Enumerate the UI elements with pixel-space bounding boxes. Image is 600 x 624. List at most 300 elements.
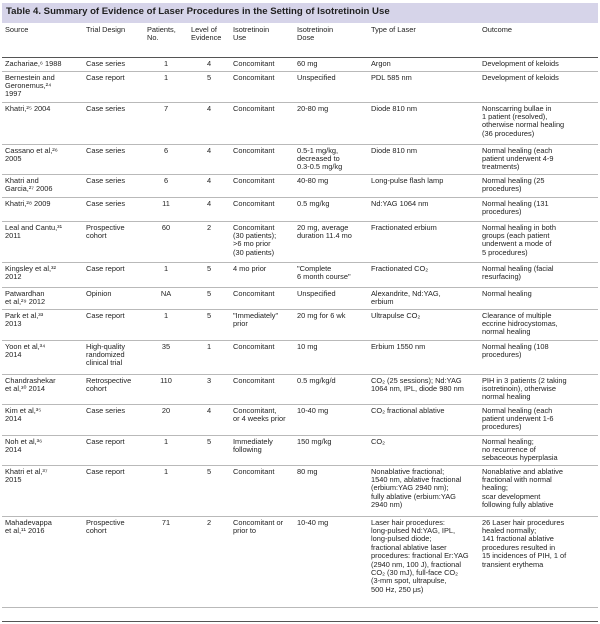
- header-text: Dose: [297, 34, 315, 43]
- cell-text: erbium: [371, 297, 394, 306]
- cell-text: 5 procedures): [482, 248, 528, 257]
- cell-isotretinoin-use: [230, 144, 294, 174]
- cell-text: Case series: [86, 59, 126, 68]
- cell-isotretinoin-dose: [294, 57, 368, 71]
- cell-text: 2015: [5, 475, 22, 484]
- cell-isotretinoin-use: [230, 197, 294, 221]
- cell-text: 1: [163, 467, 169, 476]
- cell-type-of-laser: [368, 435, 479, 465]
- cell-text: Opinion: [86, 289, 112, 298]
- cell-source: [2, 309, 83, 340]
- cell-text: 60: [161, 223, 171, 232]
- cell-isotretinoin-dose: [294, 174, 368, 197]
- cell-trial-design: [83, 404, 144, 435]
- cell-source: [2, 71, 83, 102]
- cell-text: Case report: [86, 73, 125, 82]
- cell-text: Alexandrite, Nd:YAG,: [371, 289, 441, 298]
- cell-level-of-evidence: [188, 374, 230, 404]
- cell-text: Kingsley et al,³²: [5, 264, 56, 273]
- cell-text: >6 mo prior: [233, 240, 271, 249]
- cell-text: 6: [163, 176, 169, 185]
- cell-type-of-laser: [368, 57, 479, 71]
- header-isotretinoin-dose: [294, 24, 368, 57]
- cell-type-of-laser: [368, 102, 479, 144]
- header-trial-design: [83, 24, 144, 57]
- cell-text: Concomitant: [233, 59, 275, 68]
- cell-text: (30 patients): [233, 248, 275, 257]
- cell-text: 1: [163, 73, 169, 82]
- cell-patients: [144, 57, 188, 71]
- header-type-of-laser: [368, 24, 479, 57]
- cell-text: following fully ablative: [482, 501, 554, 510]
- cell-text: (2940 nm, 100 J), fractional: [371, 560, 461, 569]
- cell-type-of-laser: [368, 221, 479, 262]
- cell-text: Concomitant: [233, 73, 275, 82]
- cell-text: Concomitant: [233, 223, 275, 232]
- header-row: [2, 24, 598, 57]
- cell-trial-design: [83, 197, 144, 221]
- table-row: [2, 144, 598, 174]
- cell-isotretinoin-dose: [294, 465, 368, 516]
- cell-text: cohort: [86, 526, 107, 535]
- cell-outcome: [479, 197, 598, 221]
- cell-text: Prospective: [86, 518, 125, 527]
- cell-text: 1: [163, 437, 169, 446]
- cell-outcome: [479, 340, 598, 374]
- cell-type-of-laser: [368, 374, 479, 404]
- cell-patients: [144, 221, 188, 262]
- cell-text: CO₂ fractional ablative: [371, 406, 445, 415]
- cell-text: Normal healing in both: [482, 223, 556, 232]
- cell-text: patient underwent 1-6: [482, 414, 554, 423]
- header-text: Isotretinoin: [233, 26, 270, 34]
- cell-patients: [144, 309, 188, 340]
- cell-text: 40-80 mg: [297, 176, 329, 185]
- cell-text: fully ablative (erbium:YAG: [371, 492, 456, 501]
- cell-text: 10-40 mg: [297, 518, 329, 527]
- cell-text: Concomitant: [233, 199, 275, 208]
- cell-text: prior: [233, 319, 248, 328]
- table-row: [2, 287, 598, 309]
- cell-text: Laser hair procedures:: [371, 518, 445, 527]
- cell-isotretinoin-dose: [294, 144, 368, 174]
- cell-text: sebaceous hyperplasia: [482, 454, 558, 463]
- cell-text: PDL 585 nm: [371, 73, 412, 82]
- cell-text: 60 mg: [297, 59, 318, 68]
- cell-text: Nonscarring bullae in: [482, 104, 552, 113]
- cell-text: Concomitant: [233, 176, 275, 185]
- cell-outcome: [479, 144, 598, 174]
- cell-text: (36 procedures): [482, 129, 535, 138]
- cell-outcome: [479, 516, 598, 607]
- cell-text: Garcia,²⁷ 2006: [5, 184, 53, 193]
- cell-text: 20-80 mg: [297, 104, 329, 113]
- cell-level-of-evidence: [188, 174, 230, 197]
- cell-text: 150 mg/kg: [297, 437, 332, 446]
- cell-patients: [144, 404, 188, 435]
- cell-text: Prospective: [86, 223, 125, 232]
- cell-text: 11: [162, 199, 170, 208]
- cell-source: [2, 57, 83, 71]
- cell-source: [2, 287, 83, 309]
- cell-level-of-evidence: [188, 144, 230, 174]
- cell-isotretinoin-use: [230, 71, 294, 102]
- cell-type-of-laser: [368, 71, 479, 102]
- cell-text: 0.5 mg/kg/d: [297, 376, 336, 385]
- header-level-of-evidence: [188, 24, 230, 57]
- cell-level-of-evidence: [188, 102, 230, 144]
- table-row: [2, 221, 598, 262]
- cell-text: (30 patients);: [233, 231, 277, 240]
- cell-text: Mahadevappa: [5, 518, 52, 527]
- cell-text: Concomitant or: [233, 518, 284, 527]
- cell-text: 4: [206, 104, 212, 113]
- cell-text: Geronemus,²⁴: [5, 81, 52, 90]
- cell-text: Noh et al,³⁶: [5, 437, 43, 446]
- cell-isotretinoin-use: [230, 516, 294, 607]
- cell-text: procedures): [482, 207, 522, 216]
- cell-level-of-evidence: [188, 435, 230, 465]
- cell-text: patient underwent 4-9: [482, 154, 554, 163]
- cell-text: "Complete: [297, 264, 332, 273]
- cell-isotretinoin-dose: [294, 221, 368, 262]
- cell-source: [2, 262, 83, 287]
- cell-text: Khatri,²⁵ 2004: [5, 104, 51, 113]
- cell-text: 141 fractional ablative: [482, 535, 554, 544]
- cell-text: Case series: [86, 104, 126, 113]
- cell-text: 1 patient (resolved),: [482, 112, 548, 121]
- cell-isotretinoin-dose: [294, 197, 368, 221]
- cell-text: Concomitant: [233, 376, 275, 385]
- cell-text: Normal healing: [482, 289, 532, 298]
- cell-text: PIH in 3 patients (2 taking: [482, 376, 567, 385]
- cell-text: CO₂ (30 mJ), full-face CO₂: [371, 568, 459, 577]
- cell-text: Normal healing (25: [482, 176, 545, 185]
- cell-text: long-pulsed Nd:YAG, IPL,: [371, 526, 456, 535]
- cell-isotretinoin-use: [230, 435, 294, 465]
- cell-text: Kim et al,³⁵: [5, 406, 42, 415]
- cell-text: or 4 weeks prior: [233, 414, 286, 423]
- cell-text: Normal healing (each: [482, 146, 553, 155]
- cell-level-of-evidence: [188, 262, 230, 287]
- table-row: [2, 340, 598, 374]
- cell-patients: [144, 174, 188, 197]
- cell-text: decreased to: [297, 154, 340, 163]
- cell-text: groups (each patient: [482, 231, 550, 240]
- cell-isotretinoin-dose: [294, 374, 368, 404]
- cell-type-of-laser: [368, 465, 479, 516]
- evidence-table: [2, 24, 598, 608]
- cell-text: 5: [206, 264, 212, 273]
- header-text: No.: [147, 34, 159, 43]
- cell-text: "Immediately": [233, 311, 279, 320]
- cell-level-of-evidence: [188, 197, 230, 221]
- cell-trial-design: [83, 340, 144, 374]
- cell-text: duration 11.4 mo: [297, 231, 352, 240]
- cell-text: Retrospective: [86, 376, 132, 385]
- table-title: Table 4. Summary of Evidence of Laser Procedures in the Setting of Isotretinoin Use: [2, 3, 598, 23]
- cell-text: Nd:YAG 1064 nm: [371, 199, 429, 208]
- cell-patients: [144, 262, 188, 287]
- cell-text: fractional with normal: [482, 475, 552, 484]
- cell-source: [2, 197, 83, 221]
- cell-text: 10 mg: [297, 342, 318, 351]
- cell-text: treatments): [482, 163, 520, 172]
- cell-text: Khatri,²⁸ 2009: [5, 199, 51, 208]
- cell-source: [2, 465, 83, 516]
- cell-trial-design: [83, 374, 144, 404]
- cell-text: Fractionated CO₂: [371, 264, 429, 273]
- table-header: [2, 24, 598, 57]
- table-row: [2, 102, 598, 144]
- cell-text: Case report: [86, 264, 125, 273]
- header-text: Level of: [191, 26, 217, 34]
- cell-text: 6: [163, 146, 169, 155]
- cell-trial-design: [83, 262, 144, 287]
- cell-text: Normal healing (108: [482, 342, 549, 351]
- cell-text: randomized: [86, 350, 125, 359]
- cell-text: Case report: [86, 467, 125, 476]
- cell-trial-design: [83, 102, 144, 144]
- cell-text: Normal healing (131: [482, 199, 549, 208]
- cell-text: Normal healing (each: [482, 406, 553, 415]
- cell-text: 6 month course": [297, 272, 351, 281]
- header-text: Use: [233, 34, 247, 43]
- cell-source: [2, 340, 83, 374]
- cell-text: Ultrapulse CO₂: [371, 311, 421, 320]
- cell-isotretinoin-use: [230, 174, 294, 197]
- cell-trial-design: [83, 287, 144, 309]
- cell-text: 15 incidences of PIH, 1 of: [482, 552, 567, 561]
- cell-text: 2005: [5, 154, 22, 163]
- cell-source: [2, 435, 83, 465]
- cell-text: Nonablative fractional;: [371, 467, 445, 476]
- table-row: [2, 57, 598, 71]
- cell-text: 35: [161, 342, 171, 351]
- cell-source: [2, 516, 83, 607]
- cell-text: Leal and Cantu,³¹: [5, 223, 63, 232]
- cell-text: Diode 810 nm: [371, 146, 418, 155]
- cell-text: Park et al,³³: [5, 311, 44, 320]
- cell-text: Khatri and: [5, 176, 39, 185]
- cell-type-of-laser: [368, 287, 479, 309]
- cell-text: Long-pulse flash lamp: [371, 176, 444, 185]
- cell-text: isotretinoin), otherwise: [482, 384, 556, 393]
- cell-level-of-evidence: [188, 71, 230, 102]
- cell-text: Case series: [86, 199, 126, 208]
- cell-isotretinoin-dose: [294, 102, 368, 144]
- header-text: Outcome: [482, 26, 512, 34]
- cell-text: procedures): [482, 423, 522, 432]
- cell-text: 5: [206, 289, 212, 298]
- cell-text: CO₂: [371, 437, 385, 446]
- cell-isotretinoin-dose: [294, 262, 368, 287]
- cell-text: 1: [206, 342, 212, 351]
- cell-text: cohort: [86, 384, 107, 393]
- cell-source: [2, 221, 83, 262]
- cell-isotretinoin-dose: [294, 340, 368, 374]
- cell-level-of-evidence: [188, 404, 230, 435]
- cell-source: [2, 404, 83, 435]
- cell-source: [2, 102, 83, 144]
- cell-text: et al,¹¹ 2016: [5, 526, 45, 535]
- cell-text: 1: [163, 264, 169, 273]
- cell-trial-design: [83, 71, 144, 102]
- header-text: Evidence: [191, 34, 222, 43]
- cell-text: no recurrence of: [482, 445, 536, 454]
- cell-text: long-pulsed diode;: [371, 535, 432, 544]
- cell-text: Cassano et al,²⁶: [5, 146, 58, 155]
- table-row: [2, 465, 598, 516]
- cell-type-of-laser: [368, 174, 479, 197]
- table-row: [2, 262, 598, 287]
- cell-text: 3: [206, 376, 212, 385]
- cell-text: 5: [206, 73, 212, 82]
- cell-patients: [144, 197, 188, 221]
- cell-text: Fractionated erbium: [371, 223, 437, 232]
- table-bottom-rule: [2, 621, 598, 622]
- cell-type-of-laser: [368, 340, 479, 374]
- cell-outcome: [479, 57, 598, 71]
- cell-level-of-evidence: [188, 309, 230, 340]
- cell-text: et al,²⁹ 2012: [5, 297, 46, 306]
- cell-text: 80 mg: [297, 467, 318, 476]
- cell-text: Development of keloids: [482, 73, 559, 82]
- cell-source: [2, 144, 83, 174]
- cell-text: Clearance of multiple: [482, 311, 552, 320]
- cell-isotretinoin-dose: [294, 435, 368, 465]
- cell-outcome: [479, 465, 598, 516]
- cell-isotretinoin-use: [230, 340, 294, 374]
- cell-text: 2013: [5, 319, 22, 328]
- cell-isotretinoin-use: [230, 57, 294, 71]
- cell-source: [2, 374, 83, 404]
- cell-outcome: [479, 102, 598, 144]
- cell-text: et al,³⁰ 2014: [5, 384, 45, 393]
- cell-text: eccrine hidrocystomas,: [482, 319, 558, 328]
- cell-isotretinoin-dose: [294, 287, 368, 309]
- cell-text: Nonablative and ablative: [482, 467, 563, 476]
- cell-trial-design: [83, 221, 144, 262]
- table-row: [2, 435, 598, 465]
- cell-text: Concomitant: [233, 289, 275, 298]
- cell-text: Case series: [86, 146, 126, 155]
- cell-text: underwent a mode of: [482, 240, 552, 249]
- cell-trial-design: [83, 516, 144, 607]
- cell-isotretinoin-dose: [294, 404, 368, 435]
- cell-patients: [144, 435, 188, 465]
- cell-text: 1997: [5, 90, 22, 99]
- cell-text: 2: [206, 518, 212, 527]
- cell-type-of-laser: [368, 404, 479, 435]
- cell-text: Case report: [86, 437, 125, 446]
- cell-text: 4 mo prior: [233, 264, 267, 273]
- cell-text: Patwardhan: [5, 289, 45, 298]
- cell-type-of-laser: [368, 262, 479, 287]
- cell-outcome: [479, 174, 598, 197]
- cell-text: 0.5 mg/kg: [297, 199, 330, 208]
- cell-text: (erbium:YAG 2940 nm);: [371, 484, 449, 493]
- cell-patients: [144, 374, 188, 404]
- cell-text: 1540 nm, ablative fractional: [371, 475, 462, 484]
- cell-patients: [144, 465, 188, 516]
- cell-text: normal healing: [482, 393, 531, 402]
- header-source: [2, 24, 83, 57]
- cell-text: 4: [206, 406, 212, 415]
- cell-text: Normal healing;: [482, 437, 534, 446]
- cell-type-of-laser: [368, 144, 479, 174]
- header-text: Source: [5, 26, 29, 34]
- cell-outcome: [479, 435, 598, 465]
- cell-text: prior to: [233, 526, 257, 535]
- cell-text: Chandrashekar: [5, 376, 56, 385]
- header-text: Type of Laser: [371, 26, 416, 34]
- table-row: [2, 516, 598, 607]
- cell-text: Concomitant,: [233, 406, 277, 415]
- cell-outcome: [479, 287, 598, 309]
- table-row: [2, 174, 598, 197]
- cell-text: Unspecified: [297, 289, 336, 298]
- cell-text: 1: [163, 311, 169, 320]
- table-body: [2, 57, 598, 607]
- header-text: Isotretinoin: [297, 26, 334, 34]
- cell-text: Case series: [86, 406, 126, 415]
- cell-text: CO₂ (25 sessions); Nd:YAG: [371, 376, 462, 385]
- cell-patients: [144, 287, 188, 309]
- cell-isotretinoin-use: [230, 404, 294, 435]
- cell-trial-design: [83, 57, 144, 71]
- cell-text: Bernestein and: [5, 73, 55, 82]
- cell-patients: [144, 144, 188, 174]
- cell-outcome: [479, 374, 598, 404]
- cell-text: Immediately: [233, 437, 273, 446]
- cell-text: 20 mg for 6 wk: [297, 311, 346, 320]
- cell-text: following: [233, 445, 262, 454]
- cell-isotretinoin-use: [230, 465, 294, 516]
- cell-type-of-laser: [368, 197, 479, 221]
- cell-text: 5: [206, 437, 212, 446]
- cell-text: Development of keloids: [482, 59, 559, 68]
- cell-text: 2012: [5, 272, 22, 281]
- cell-trial-design: [83, 435, 144, 465]
- cell-level-of-evidence: [188, 516, 230, 607]
- cell-text: 71: [161, 518, 171, 527]
- cell-outcome: [479, 71, 598, 102]
- cell-text: healed normally;: [482, 526, 537, 535]
- cell-text: transient erythema: [482, 560, 544, 569]
- cell-text: 10-40 mg: [297, 406, 329, 415]
- header-outcome: [479, 24, 598, 57]
- cell-text: Case report: [86, 311, 125, 320]
- cell-text: 4: [206, 59, 212, 68]
- cell-patients: [144, 516, 188, 607]
- cell-text: Normal healing (facial: [482, 264, 554, 273]
- cell-isotretinoin-use: [230, 287, 294, 309]
- cell-text: Concomitant: [233, 342, 275, 351]
- cell-trial-design: [83, 174, 144, 197]
- cell-text: Argon: [371, 59, 391, 68]
- cell-text: Erbium 1550 nm: [371, 342, 426, 351]
- cell-patients: [144, 102, 188, 144]
- table-row: [2, 71, 598, 102]
- cell-text: Concomitant: [233, 146, 275, 155]
- cell-text: 4: [206, 146, 212, 155]
- cell-text: clinical trial: [86, 359, 123, 368]
- cell-text: fractional ablative laser: [371, 543, 447, 552]
- cell-text: 1064 nm, IPL, diode 980 nm: [371, 384, 464, 393]
- cell-trial-design: [83, 465, 144, 516]
- header-isotretinoin-use: [230, 24, 294, 57]
